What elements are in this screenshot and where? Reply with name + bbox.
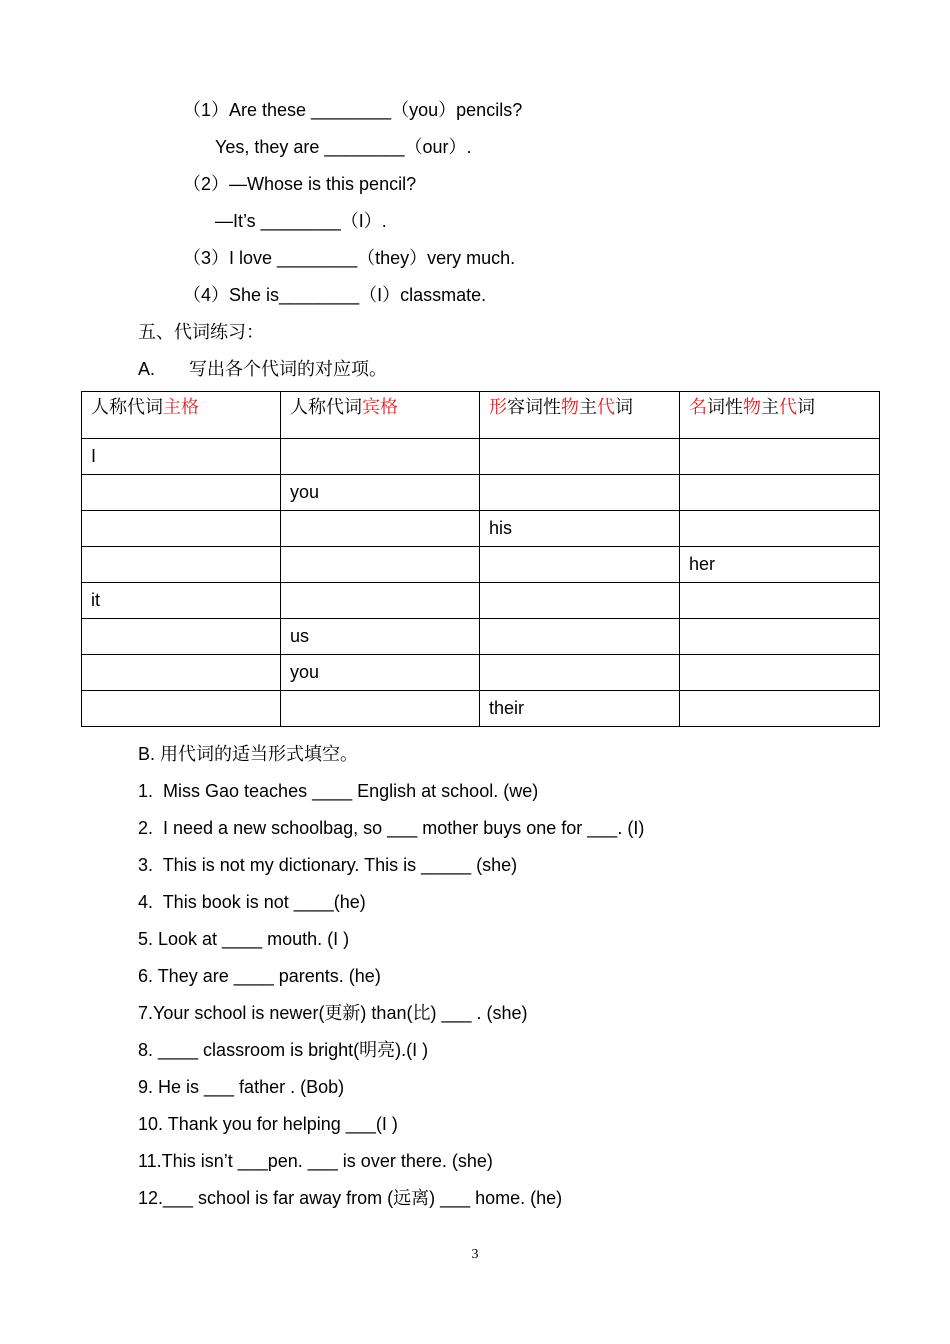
fill-blank-item: 12.___ school is far away from (远离) ___ home. (he) (138, 1188, 563, 1208)
table-cell (480, 475, 680, 511)
header-text-segment: 物 (561, 397, 579, 417)
table-cell: you (281, 655, 480, 691)
table-cell (680, 619, 880, 655)
fill-blank-item: 4. This book is not ____(he) (138, 892, 366, 912)
table-cell (480, 655, 680, 691)
table-row (82, 439, 880, 475)
table-cell (480, 547, 680, 583)
table-cell: their (480, 691, 680, 727)
table-row (82, 475, 880, 511)
fill-blank-item: 9. He is ___ father . (Bob) (138, 1077, 345, 1097)
exercise-item-2: （2）—Whose is this pencil? (183, 174, 417, 194)
table-cell (281, 439, 480, 475)
table-cell (680, 439, 880, 475)
section-a-label: A. (138, 359, 156, 379)
table-cell (680, 511, 880, 547)
header-text-segment: 名 (689, 397, 707, 417)
fill-blank-item: 8. ____ classroom is bright(明亮).(I ) (138, 1040, 429, 1060)
table-cell: his (480, 511, 680, 547)
exercise-item-2-answer: —It’s ________（I）. (215, 211, 387, 231)
table-cell (82, 547, 281, 583)
table-cell (680, 655, 880, 691)
fill-blank-item: 1. Miss Gao teaches ____ English at school. (we) (138, 781, 539, 801)
table-row (82, 619, 880, 655)
table-cell: her (680, 547, 880, 583)
table-cell (82, 619, 281, 655)
table-cell (281, 691, 480, 727)
table-header-cell (680, 392, 880, 439)
table-cell (281, 583, 480, 619)
header-text-segment: 代 (597, 397, 615, 417)
fill-blank-item: 7.Your school is newer(更新) than(比) ___ . (she) (138, 1003, 528, 1023)
header-text-segment: 词性 (707, 397, 743, 417)
table-cell (480, 619, 680, 655)
header-text-segment: 容词性 (507, 397, 561, 417)
table-cell (281, 547, 480, 583)
fill-blank-item: 3. This is not my dictionary. This is _____ (she) (138, 855, 518, 875)
fill-blank-item: 2. I need a new schoolbag, so ___ mother buys one for ___. (I) (138, 818, 645, 838)
table-row (82, 511, 880, 547)
exercise-item-1: （1）Are these ________（you）pencils? (183, 100, 523, 120)
table-cell (82, 511, 281, 547)
section-b-title: B. 用代词的适当形式填空。 (138, 744, 359, 764)
table-row (82, 655, 880, 691)
table-row (82, 547, 880, 583)
header-text-segment: 人称代词 (290, 397, 362, 417)
header-text-segment: 人称代词 (91, 397, 163, 417)
pronoun-table (81, 391, 880, 727)
fill-blank-item: 5. Look at ____ mouth. (I ) (138, 929, 350, 949)
table-cell (82, 655, 281, 691)
header-text-segment: 词 (615, 397, 633, 417)
table-cell (680, 475, 880, 511)
header-text-segment: 形 (489, 397, 507, 417)
table-cell (480, 583, 680, 619)
table-cell: I (82, 439, 281, 475)
table-cell (82, 691, 281, 727)
section-five-title: 五、代词练习： (138, 322, 264, 342)
table-row (82, 583, 880, 619)
header-text-segment: 主 (761, 397, 779, 417)
exercise-item-1-answer: Yes, they are ________（our）. (215, 137, 472, 157)
table-cell: it (82, 583, 281, 619)
table-cell (680, 691, 880, 727)
table-cell (480, 439, 680, 475)
table-cell (281, 511, 480, 547)
page-number: 3 (471, 1247, 479, 1262)
section-a-instruction: 写出各个代词的对应项。 (189, 359, 387, 379)
table-cell: us (281, 619, 480, 655)
header-text-segment: 主 (579, 397, 597, 417)
exercise-item-3: （3）I love ________（they）very much. (183, 248, 516, 268)
table-header-cell (480, 392, 680, 439)
fill-blank-item: 6. They are ____ parents. (he) (138, 966, 381, 986)
header-text-segment: 代 (779, 397, 797, 417)
fill-blank-item: 10. Thank you for helping ___(I ) (138, 1114, 398, 1134)
exercise-item-4: （4）She is________（I）classmate. (183, 285, 487, 305)
header-text-segment: 宾格 (362, 397, 398, 417)
header-text-segment: 物 (743, 397, 761, 417)
table-row (82, 691, 880, 727)
header-text-segment: 词 (797, 397, 815, 417)
table-header-row (82, 392, 880, 439)
table-header-cell (82, 392, 281, 439)
fill-blank-item: 11.This isn’t ___pen. ___ is over there. (she) (138, 1151, 493, 1171)
table-cell: you (281, 475, 480, 511)
table-header-cell (281, 392, 480, 439)
table-cell (680, 583, 880, 619)
header-text-segment: 主格 (163, 397, 199, 417)
table-cell (82, 475, 281, 511)
